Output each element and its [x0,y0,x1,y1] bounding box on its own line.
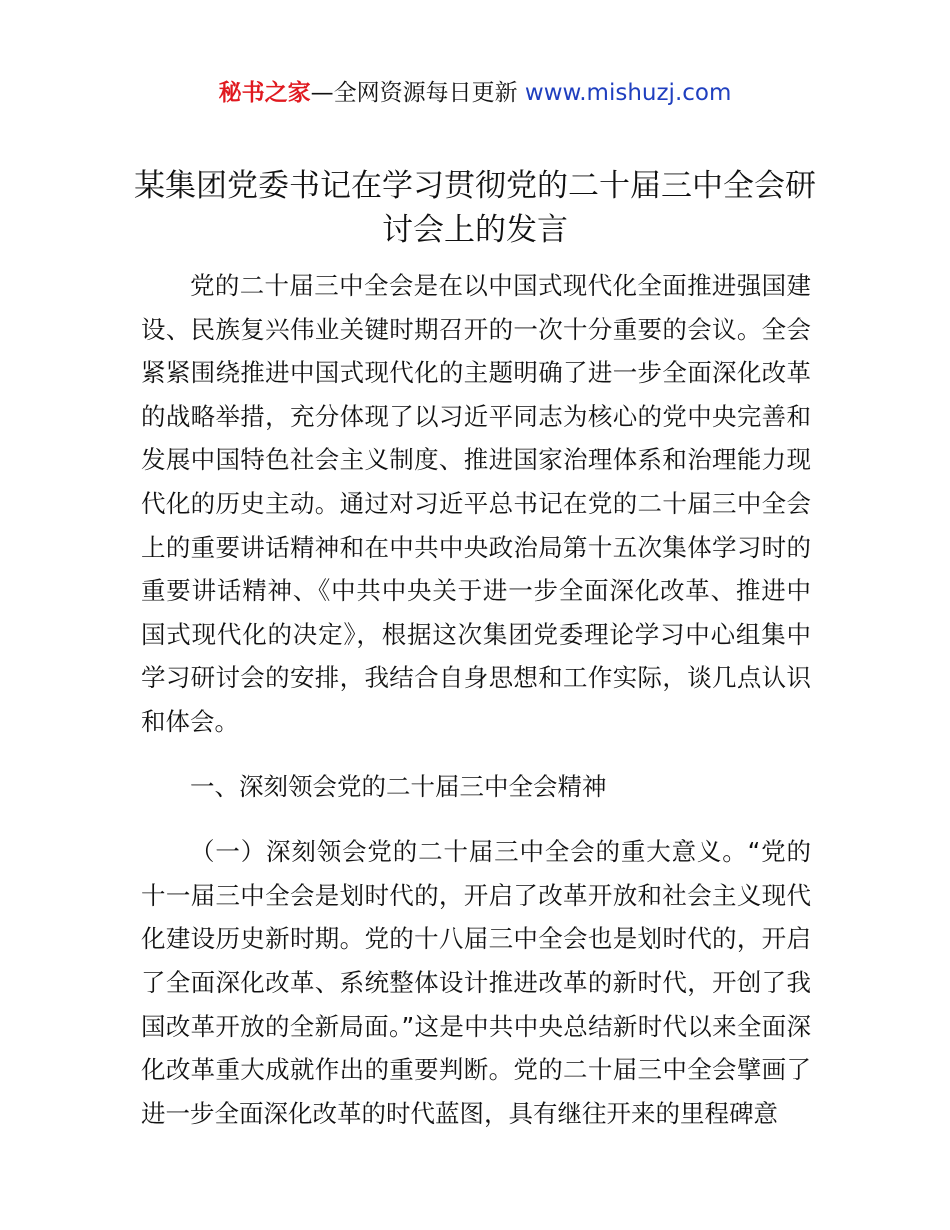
site-url-link[interactable]: www.mishuzj.com [524,80,732,106]
site-header [0,76,950,110]
section-heading: 一、深刻领会党的二十届三中全会精神 [190,771,607,801]
document-body [141,264,811,1135]
document-title: 某集团党委书记在学习贯彻党的二十届三中全会研讨会上的发言 [134,168,816,248]
body-paragraph: （一）深刻领会党的二十届三中全会的重大意义。“党的十一届三中全会是划时代的，开启了改革开放和社会主义现代化建设历史新时期。党的十八届三中全会也是划时代的，开启了全面深化改革、系统整体设计推进改革的新时代，开创了我国改革开放的全新局面。”这是中共中央总结新时代以来全面深化改革重大成就作出的重要判断。党的二十届三中全会擘画了进一步全面深化改革的时代蓝图，具有继往开来的里程碑意 [141,837,811,1128]
intro-paragraph: 党的二十届三中全会是在以中国式现代化全面推进强国建设、民族复兴伟业关键时期召开的一次十分重要的会议。全会紧紧围绕推进中国式现代化的主题明确了进一步全面深化改革的战略举措，充分体现了以习近平同志为核心的党中央完善和发展中国特色社会主义制度、推进国家治理体系和治理能力现代化的历史主动。通过对习近平总书记在党的二十届三中全会上的重要讲话精神和在中共中央政治局第十五次集体学习时的重要讲话精神、《中共中央关于进一步全面深化改革、推进中国式现代化的决定》，根据这次集团党委理论学习中心组集中学习研讨会的安排，我结合自身思想和工作实际，谈几点认识和体会。 [141,271,811,736]
header-tagline: —全网资源每日更新 [310,80,525,106]
brand-name: 秘书之家 [218,80,311,106]
